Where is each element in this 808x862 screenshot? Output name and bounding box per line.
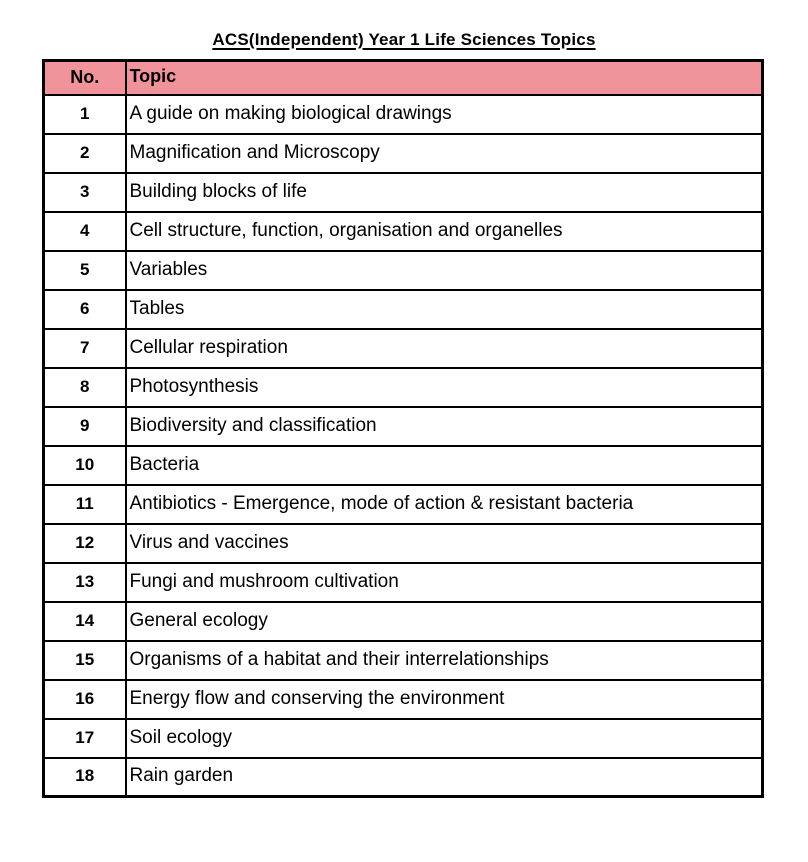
row-topic: Bacteria bbox=[126, 446, 763, 485]
row-number: 2 bbox=[44, 134, 126, 173]
row-number: 7 bbox=[44, 329, 126, 368]
table-row bbox=[44, 407, 763, 446]
row-topic: Building blocks of life bbox=[126, 173, 763, 212]
table-row bbox=[44, 563, 763, 602]
row-topic: General ecology bbox=[126, 602, 763, 641]
table-row bbox=[44, 446, 763, 485]
row-topic: A guide on making biological drawings bbox=[126, 95, 763, 134]
table-row bbox=[44, 602, 763, 641]
row-topic: Cell structure, function, organisation and organelles bbox=[126, 212, 763, 251]
header-row bbox=[44, 61, 763, 95]
table-row bbox=[44, 680, 763, 719]
table-row bbox=[44, 758, 763, 797]
row-topic: Biodiversity and classification bbox=[126, 407, 763, 446]
row-topic: Soil ecology bbox=[126, 719, 763, 758]
row-number: 15 bbox=[44, 641, 126, 680]
row-topic: Organisms of a habitat and their interrelationships bbox=[126, 641, 763, 680]
table-row bbox=[44, 329, 763, 368]
table-row bbox=[44, 485, 763, 524]
row-number: 10 bbox=[44, 446, 126, 485]
table-row bbox=[44, 173, 763, 212]
table-row bbox=[44, 641, 763, 680]
table-row bbox=[44, 290, 763, 329]
row-number: 8 bbox=[44, 368, 126, 407]
row-number: 12 bbox=[44, 524, 126, 563]
row-topic: Energy flow and conserving the environment bbox=[126, 680, 763, 719]
column-header-no: No. bbox=[44, 61, 126, 95]
row-number: 1 bbox=[44, 95, 126, 134]
table-row bbox=[44, 719, 763, 758]
row-number: 17 bbox=[44, 719, 126, 758]
row-topic: Virus and vaccines bbox=[126, 524, 763, 563]
row-topic: Cellular respiration bbox=[126, 329, 763, 368]
row-number: 9 bbox=[44, 407, 126, 446]
page-title: ACS(Independent) Year 1 Life Sciences Topics bbox=[212, 30, 596, 49]
table-row bbox=[44, 368, 763, 407]
table-row bbox=[44, 524, 763, 563]
row-number: 14 bbox=[44, 602, 126, 641]
table-row bbox=[44, 95, 763, 134]
row-topic: Variables bbox=[126, 251, 763, 290]
row-topic: Photosynthesis bbox=[126, 368, 763, 407]
column-header-topic: Topic bbox=[126, 61, 763, 95]
row-topic: Antibiotics - Emergence, mode of action & resistant bacteria bbox=[126, 485, 763, 524]
row-number: 5 bbox=[44, 251, 126, 290]
row-topic: Magnification and Microscopy bbox=[126, 134, 763, 173]
row-number: 11 bbox=[44, 485, 126, 524]
table-row bbox=[44, 251, 763, 290]
row-number: 13 bbox=[44, 563, 126, 602]
row-topic: Fungi and mushroom cultivation bbox=[126, 563, 763, 602]
table-row bbox=[44, 134, 763, 173]
row-number: 16 bbox=[44, 680, 126, 719]
table-row bbox=[44, 212, 763, 251]
row-topic: Tables bbox=[126, 290, 763, 329]
row-number: 3 bbox=[44, 173, 126, 212]
row-topic: Rain garden bbox=[126, 758, 763, 797]
row-number: 4 bbox=[44, 212, 126, 251]
row-number: 18 bbox=[44, 758, 126, 797]
row-number: 6 bbox=[44, 290, 126, 329]
topics-table bbox=[42, 59, 764, 798]
